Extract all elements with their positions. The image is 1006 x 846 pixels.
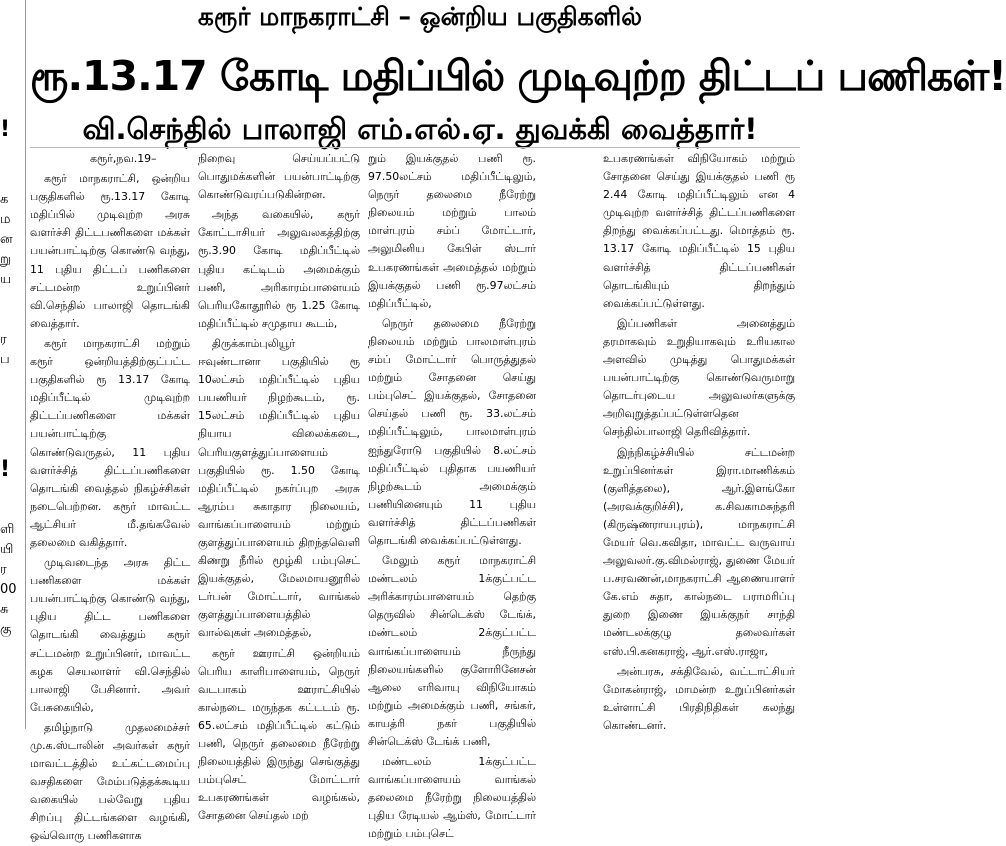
edge-fragment: று bbox=[0, 252, 11, 267]
paragraph: இப்பணிகள் அனைத்தும் தரமாகவும் உறுதியாகவும் உரியகால அளவில் முடித்து பொதுமக்கள் பயன்பாட்டிற்கு கொண்டுவருமாறு தொடர்புடைய அலுவலர்களுக்கு அறிவுறுத்தப்பட்டுள்ளதென செந்தில்பாலாஜி தெரிவித்தார். bbox=[603, 316, 795, 439]
edge-fragment: சு bbox=[0, 602, 9, 617]
paragraph: கரூர் மாநகராட்சி மற்றும் கரூர் ஒன்றியத்திற்குட்பட்ட பகுதிகளில் ரூ 13.17 கோடி மதிப்பீட்டில் முடிவுற்ற திட்டப்பணிகளை மக்கள் பயன்பாட்டிற்கு கொண்டுவருதல், 11 புதிய வளர்ச்சித் திட்டப்பணிகளை தொடங்கி வைத்தல் நிகழ்ச்சிகள் நடைபெற்றன. கரூர் மாவட்ட ஆட்சியர் மீ.தங்கவேல் தலைமை வகித்தார். bbox=[30, 336, 190, 549]
edge-fragment: க bbox=[0, 192, 9, 207]
article-column-2 bbox=[198, 150, 360, 823]
edge-fragment: 00 bbox=[0, 582, 17, 597]
paragraph: முடிவடைந்த அரசு திட்ட பணிகளை மக்கள் பயன்பாட்டிற்கு கொண்டு வந்து, புதிய திட்ட பணிகளை தொடங்கி வைத்தும் கரூர் சட்டமன்ற உறுப்பினர், மாவட்ட கழக செயலாளர் வி.செந்தில் பாலாஜி பேசினார். அவர் பேசுகையில், bbox=[30, 556, 190, 714]
paragraph: அன்பரசு, சக்திவேல், வட்டாட்சியர் மோகன்ராஜ், மாமன்ற உறுப்பினர்கள் உள்ளாட்சி பிரதிநிதிகள் கலந்து கொண்டனர். bbox=[603, 664, 795, 732]
paragraph: இந்நிகழ்ச்சியில் சட்டமன்ற உறுப்பினர்கள் இரா.மாணிக்கம் (குளித்தலை), ஆர்.இளங்கோ (அரவக்குறிச்சி), க.சிவகாமசுந்தரி (கிருஷ்ணராயபுரம்), மாநகராட்சி மேயர் வெ.கவிதா, மாவட்ட வருவாய் அலுவலர்.கு.விமல்ராஜ், துணை மேயர் ப.சரவணன்,மாநகராட்சி ஆணையாளர் கே.எம் சுதா, கால்நடை பராமரிப்பு துறை இணை இயக்குநர் சாந்தி மண்டலக்குழு தலைவர்கள் எஸ்.பி.கனகராஜ், ஆர்.எஸ்.ராஜா, bbox=[603, 445, 795, 658]
edge-fragment: ம bbox=[0, 212, 11, 227]
edge-fragment: யி bbox=[0, 542, 14, 557]
kicker-heading: கரூர் மாநகராட்சி – ஒன்றிய பகுதிகளில் bbox=[197, 2, 643, 31]
edge-fragment: ! bbox=[0, 117, 11, 142]
dateline: கரூர்,நவ.19– bbox=[90, 152, 157, 165]
edge-fragment: ர bbox=[0, 562, 7, 577]
article-column-4 bbox=[603, 150, 795, 732]
adjacent-article-edge bbox=[0, 0, 26, 729]
paragraph: நிறைவு செய்யப்பட்டு பொதுமக்களின் பயன்பாட்டிற்கு கொண்டுவரப்படுகின்றன. bbox=[198, 152, 360, 202]
edge-fragment: ய bbox=[0, 272, 12, 287]
paragraph: றும் இயக்குதல் பணி ரூ. 97.50லட்சம் மதிப்பீட்டிலும், நெருர் தலைமை நீரேற்று நிலையம் மற்றும் பாலம் மாள்புரம் சம்ப் மோட்டார், அலுமினிய கேபிள் ஸ்டார் உபகரணங்கள் அமைத்தல் மற்றும் இயக்குதல் பணி ரூ.97லட்சம் மதிப்பீட்டில், bbox=[368, 152, 536, 310]
article-column-3 bbox=[368, 150, 536, 841]
edge-fragment: கு bbox=[0, 622, 12, 637]
paragraph: திருக்காம்புலியூர் ஈவுண்டானா பகுதியில் ரூ 10லட்சம் மதிப்பீட்டில் புதிய பயணியர் நிழற்கூடம், ரூ. 15லட்சம் மதிப்பீட்டில் புதிய நியாய விலைக்கடை, பெரியகுளத்துப்பாளையம் பகுதியில் ரூ. 1.50 கோடி மதிப்பீட்டில் நகர்ப்புற அரசு ஆரம்ப சுகாதார நிலையம், வாங்கப்பாளையம் மற்றும் குளத்துப்பாளையம் திறந்தவெளி கிணறு நீரில் மூழ்கி பம்புசெட் இயக்குதல், மேலமாயனூரில் டர்பன் மோட்டார், வாங்கல் குளத்துப்பாளையத்தில் வால்வுகள் அமைத்தல், bbox=[198, 336, 360, 640]
paragraph: மேலும் கரூர் மாநகராட்சி மண்டலம் 1க்குட்பட்ட அரிக்காரம்பாளையம் தெற்கு தெருவில் சின்டெக்ஸ் டேங்க், மண்டலம் 2க்குட்பட்ட வாங்கப்பாளையம் நீருந்து நிலையங்களில் குளோரினேசன் ஆலை எரிவாயு விநியோகம் மற்றும் அமைக்கும் பணி, சங்கர், காயத்ரி நகர் பகுதியில் சின்டெக்ஸ் டேங்க் பணி, bbox=[368, 554, 536, 748]
paragraph: நெருர் தலைமை நீரேற்று நிலையம் மற்றும் பாலமாள்புரம் சம்ப் மோட்டார் பொருத்துதல் மற்றும் சோதனை செய்து பம்புசெட் இயக்குதல், சோதனை செய்தல் பணி ரூ. 33.லட்சம் மதிப்பீட்டிலும், பாலமாள்புரம் ஐந்துரோடு பகுதியில் 8.லட்சம் மதிப்பீட்டில் புதிதாக பயணியர் நிழற்கூடம் அமைக்கும் பணியினையும் 11 புதிய வளர்ச்சித் திட்டப்பணிகள் தொடங்கி வைக்கப்பட்டுள்ளது. bbox=[368, 316, 536, 547]
header-divider bbox=[30, 147, 800, 148]
paragraph: அந்த வகையில், கரூர் கோட்டாசியர் அலுவலகத்திற்கு ரூ.3.90 கோடி மதிப்பீட்டில் புதிய கட்டிடம் அமைக்கும் பணி, அரிகாரம்பாளையம் பெரியகோதூரில் ரூ 1.25 கோடி மதிப்பீட்டில் சமுதாய கூடம், bbox=[198, 208, 360, 330]
paragraph: கரூர் ஊராட்சி ஒன்றியம் பெரிய காளிபாளையம், நெருர் வடபாகம் ஊராட்சியில் கால்நடை மருந்தக கட்டடம் ரூ. 65.லட்சம் மதிப்பீட்டில் கட்டும் பணி, நெருர் தலைமை நீரேற்று நிலையத்தில் இருந்து செங்குத்து பம்புசெட் மோட்டார் உபகரணங்கள் வழங்கல், சோதனை செய்தல் மற் bbox=[198, 646, 360, 823]
edge-fragment: ன bbox=[0, 232, 13, 247]
edge-fragment: ப bbox=[0, 352, 10, 367]
paragraph: மண்டலம் 1க்குட்பட்ட வாங்கப்பாளையம் வாங்கல் தலைமை நீரேற்று நிலையத்தில் புதிய ரேடியல் ஆம்ஸ், மோட்டார் மற்றும் பம்புசெட் bbox=[368, 755, 536, 841]
headline: ரூ.13.17 கோடி மதிப்பில் முடிவுற்ற திட்டப் பணிகள்! bbox=[30, 52, 1006, 100]
edge-fragment: ளி bbox=[0, 522, 15, 537]
edge-fragment: ! bbox=[0, 457, 11, 482]
paragraph: தமிழ்நாடு முதலமைச்சர் மு.க.ஸ்டாலின் அவர்கள் கரூர் மாவட்டத்தில் உட்கட்டமைப்பு வசதிகளை மேம்படுத்தக்கூடிய வகையில் பல்வேறு புதிய சிறப்பு திட்டங்களை வழங்கி, ஒவ்வொரு பணிகளாக bbox=[30, 720, 190, 843]
paragraph: உபகரணங்கள் விநியோகம் மற்றும் சோதனை செய்து இயக்குதல் பணி ரூ 2.44 கோடி மதிப்பீட்டிலும் என 4 முடிவுற்ற வளர்ச்சித் திட்டப்பணிகளை திறந்து வைக்கப்பட்டது. மொத்தம் ரூ. 13.17 கோடி மதிப்பீட்டில் 15 புதிய வளர்ச்சித் திட்டப்பணிகள் தொடங்கியும் திறந்தும் வைக்கப்பட்டுள்ளது. bbox=[603, 152, 795, 310]
article-column-1 bbox=[30, 150, 190, 843]
edge-fragment: ர bbox=[0, 332, 7, 347]
paragraph: கரூர் மாநகராட்சி, ஒன்றிய பகுதிகளில் ரூ.13.17 கோடி மதிப்பில் முடிவுற்ற அரசு வளர்ச்சி திட்டபணிகளை மக்கள் பயன்பாட்டிற்கு கொண்டு வந்து, 11 புதிய திட்டப் பணிகளை சட்டமன்ற உறுப்பினர் வி.செந்தில் பாலாஜி தொடங்கி வைத்தார். bbox=[30, 172, 190, 330]
subheadline: வி.செந்தில் பாலாஜி எம்.எல்.ஏ. துவக்கி வைத்தார்! bbox=[82, 112, 758, 146]
